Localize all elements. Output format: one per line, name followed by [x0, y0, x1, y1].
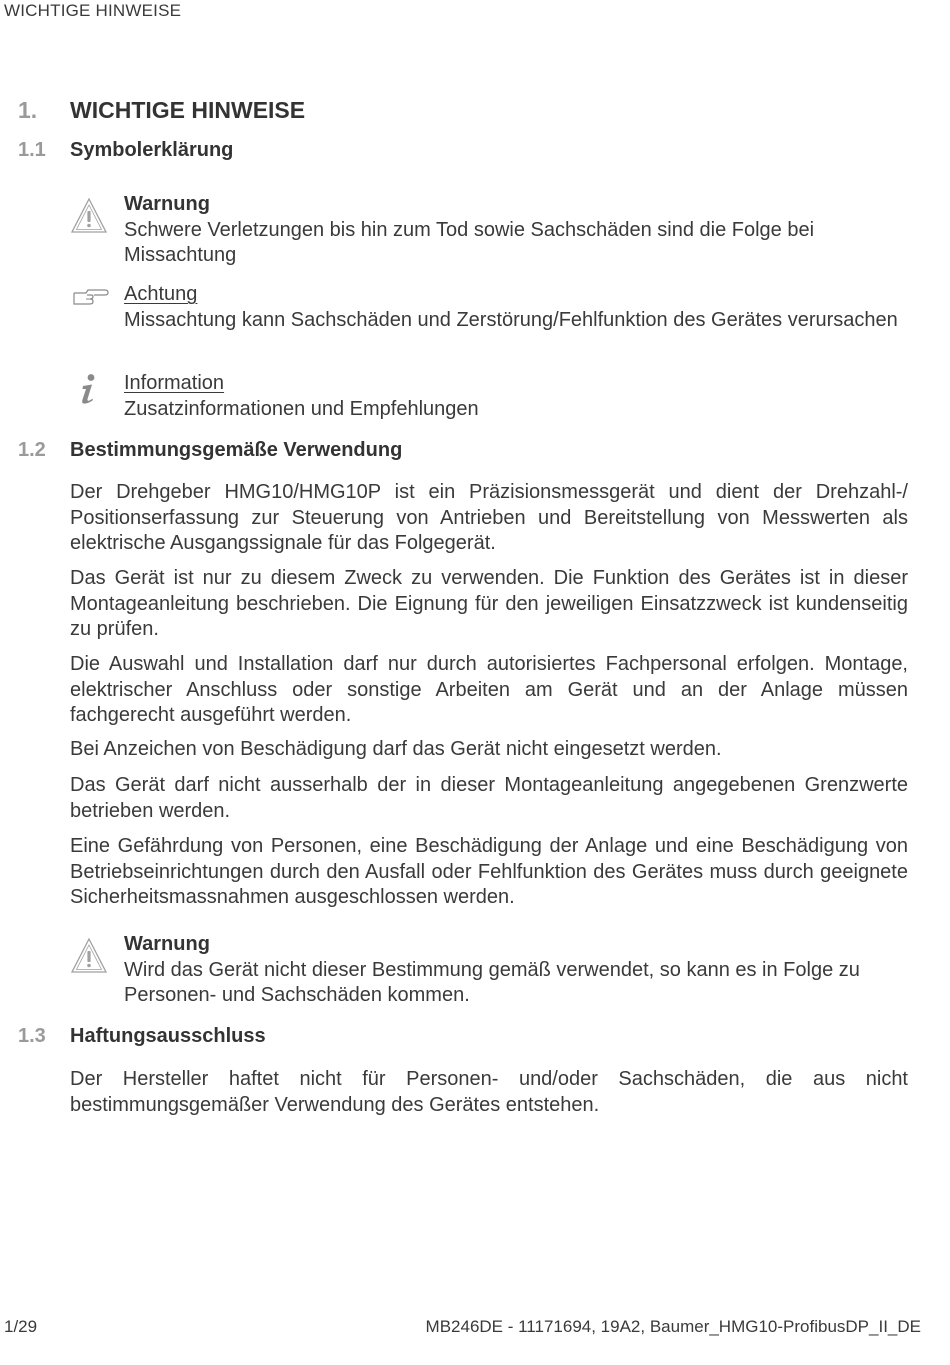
- info-note: [124, 371, 914, 422]
- paragraph: Das Gerät ist nur zu diesem Zweck zu verwenden. Die Funktion des Gerätes ist in dieser Montageanleitung beschrieben. Die Eignung für den jeweiligen Einsatzzweck ist kundenseitig zu prüfen.: [70, 567, 908, 640]
- info-text: Zusatzinformationen und Empfehlungen: [124, 397, 479, 420]
- section-heading-1-1: [18, 139, 233, 162]
- caution-note: [124, 282, 914, 333]
- section-number: 1.1: [18, 139, 46, 161]
- warning-title: Warnung: [124, 933, 210, 955]
- section-heading-1-3: [18, 1025, 266, 1048]
- section-title: Symbolerklärung: [70, 139, 234, 161]
- paragraph: Der Hersteller haftet nicht für Personen- und/oder Sachschäden, die aus nicht bestimmungsgemäßer Verwendung des Gerätes entstehen.: [70, 1068, 908, 1116]
- warning-title: Warnung: [124, 193, 210, 215]
- section-number: 1.2: [18, 439, 46, 461]
- pointing-hand-icon: [72, 285, 110, 307]
- info-i-icon: [78, 372, 102, 406]
- paragraph: Eine Gefährdung von Personen, eine Beschädigung der Anlage und eine Beschädigung von Betriebseinrichtungen durch den Ausfall oder Fehlfunktion des Gerätes muss durch geeignete Sicherheitsmassnahmen ausgeschlossen werden.: [70, 835, 908, 908]
- chapter-title: WICHTIGE HINWEISE: [70, 97, 306, 123]
- warning-text: Wird das Gerät nicht dieser Bestimmung gemäß verwendet, so kann es in Folge zu Personen- und Sachschäden kommen.: [124, 958, 860, 1006]
- chapter-heading: [18, 97, 305, 124]
- warning-triangle-icon: [70, 197, 108, 235]
- page-number: 1/29: [4, 1317, 38, 1336]
- info-title: Information: [124, 372, 225, 394]
- section-number: 1.3: [18, 1025, 46, 1047]
- paragraph: Das Gerät darf nicht ausserhalb der in dieser Montageanleitung angegebenen Grenzwerte betrieben werden.: [70, 774, 908, 822]
- warning-triangle-icon: [70, 937, 108, 975]
- section-heading-1-2: [18, 439, 402, 462]
- caution-title: Achtung: [124, 283, 198, 305]
- paragraph: Bei Anzeichen von Beschädigung darf das Gerät nicht eingesetzt werden.: [70, 738, 722, 760]
- document-reference: MB246DE - 11171694, 19A2, Baumer_HMG10-ProfibusDP_II_DE: [425, 1317, 921, 1336]
- warning-note: [124, 192, 914, 269]
- section-title: Haftungsausschluss: [70, 1025, 266, 1047]
- chapter-number: 1.: [18, 97, 38, 123]
- caution-text: Missachtung kann Sachschäden und Zerstörung/Fehlfunktion des Gerätes verursachen: [124, 308, 898, 331]
- running-header: WICHTIGE HINWEISE: [4, 1, 182, 20]
- warning-text: Schwere Verletzungen bis hin zum Tod sowie Sachschäden sind die Folge bei Missachtung: [124, 218, 815, 266]
- paragraph: Die Auswahl und Installation darf nur durch autorisiertes Fachpersonal erfolgen. Montage, elektrischer Anschluss oder sonstige Arbeiten am Gerät und an der Anlage müssen fachgerecht ausgeführt werden.: [70, 653, 908, 726]
- warning-note: [124, 932, 914, 1009]
- section-title: Bestimmungsgemäße Verwendung: [70, 439, 403, 461]
- paragraph: Der Drehgeber HMG10/HMG10P ist ein Präzisionsmessgerät und dient der Drehzahl-/ Positionserfassung zur Steuerung von Antrieben und Bereitstellung von Messwerten als elektrische Ausgangssignale für das Folgegerät.: [70, 481, 908, 554]
